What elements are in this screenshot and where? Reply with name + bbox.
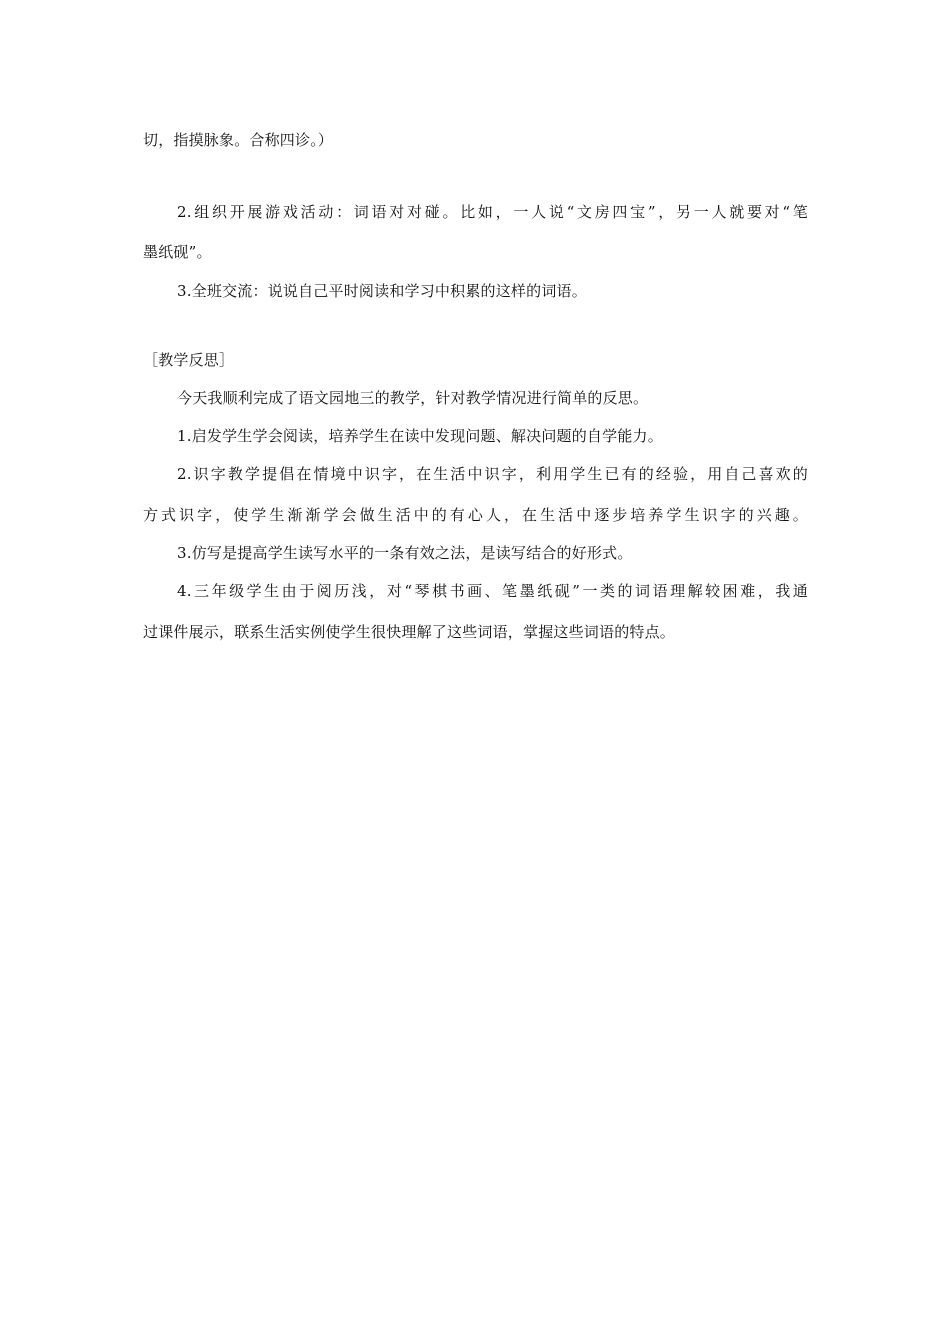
text-line: 2.组织开展游戏活动：词语对对碰。比如，一人说“文房四宝”，另一人就要对“笔: [177, 203, 808, 221]
text-line: 墨纸砚”。: [143, 243, 212, 261]
text-line: 过课件展示，联系生活实例使学生很快理解了这些词语，掌握这些词语的特点。: [143, 623, 676, 641]
section-heading: ［教学反思］: [143, 351, 235, 369]
text-line: 3.仿写是提高学生读写水平的一条有效之法，是读写结合的好形式。: [177, 544, 633, 562]
text-line: 2.识字教学提倡在情境中识字，在生活中识字，利用学生已有的经验，用自己喜欢的: [177, 465, 808, 483]
text-line: 切，指摸脉象。合称四诊。）: [143, 131, 334, 149]
text-line: 今天我顺利完成了语文园地三的教学，针对教学情况进行简单的反思。: [177, 389, 649, 407]
text-line: 3.全班交流：说说自己平时阅读和学习中积累的这样的词语。: [177, 282, 587, 300]
text-line: 方式识字，使学生渐渐学会做生活中的有心人，在生活中逐步培养学生识字的兴趣。: [143, 506, 808, 524]
text-line: 4.三年级学生由于阅历浅，对“琴棋书画、笔墨纸砚”一类的词语理解较困难，我通: [177, 582, 808, 600]
text-line: 1.启发学生学会阅读，培养学生在读中发现问题、解决问题的自学能力。: [177, 427, 663, 445]
